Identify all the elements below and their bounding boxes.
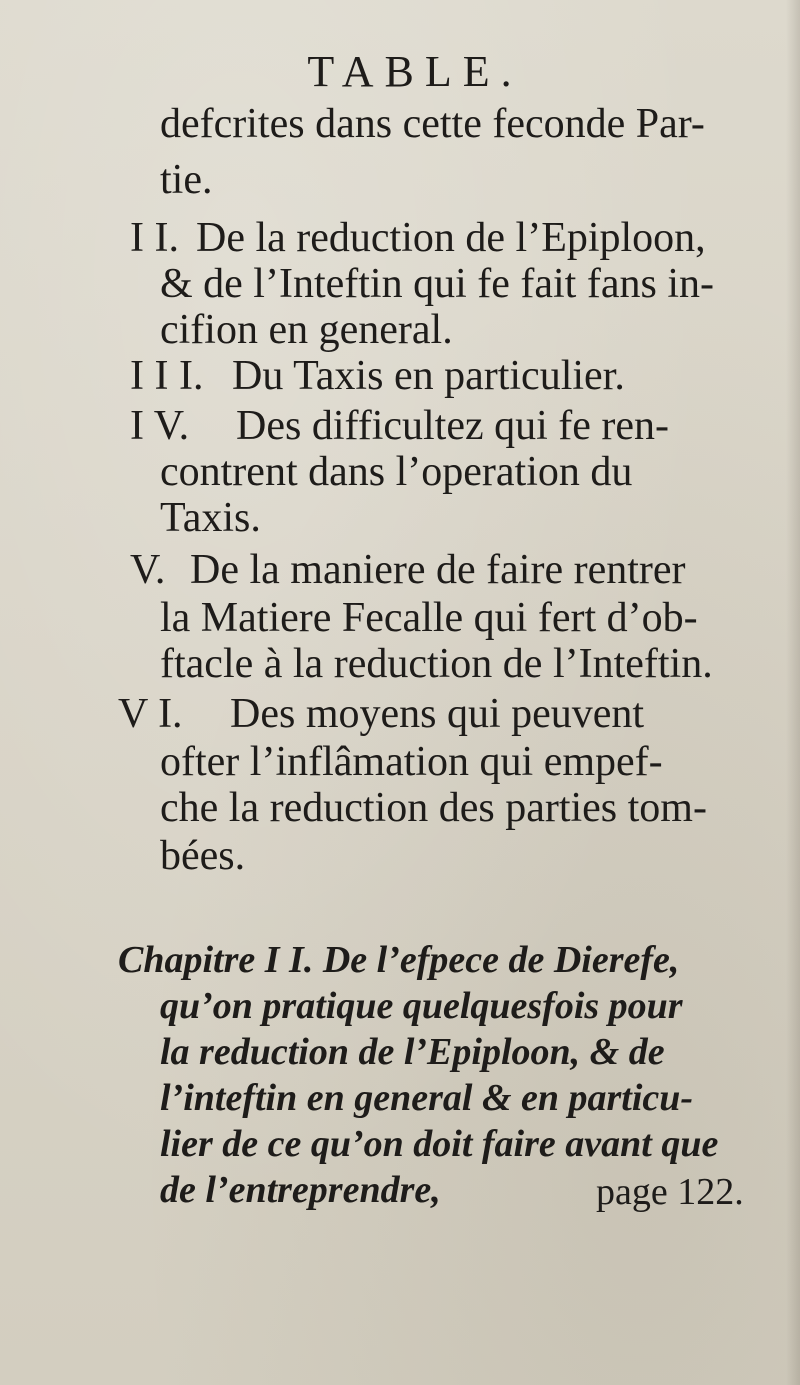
- entry-vi-line-2: ofter l’inflâmation qui empef-: [160, 739, 663, 785]
- entry-continuation-line-1: defcrites dans cette feconde Par-: [160, 101, 705, 147]
- page-reference: page 122.: [596, 1171, 744, 1213]
- entry-vi-line-4: bées.: [160, 833, 246, 879]
- entry-number-v: V.: [130, 547, 166, 593]
- entry-iii-line-1: Du Taxis en particulier.: [232, 353, 625, 399]
- entry-continuation-line-2: tie.: [160, 157, 213, 203]
- page-header: TABLE.: [307, 47, 523, 96]
- entry-v-line-1: De la maniere de faire rentrer: [190, 547, 686, 593]
- entry-number-iv: I V.: [130, 403, 190, 449]
- entry-ii-line-3: cifion en general.: [160, 307, 453, 353]
- chapter-line-2: qu’on pratique quelquesfois pour: [160, 985, 683, 1027]
- entry-iv-line-3: Taxis.: [160, 495, 261, 541]
- entry-number-ii: I I.: [130, 215, 179, 261]
- chapter-line-3: la reduction de l’Epiploon, & de: [160, 1031, 665, 1073]
- page-edge-shadow: [786, 0, 800, 1385]
- chapter-line-1: Chapitre I I. De l’efpece de Dierefe,: [118, 939, 680, 981]
- entry-iv-line-2: contrent dans l’operation du: [160, 449, 633, 495]
- chapter-line-5: lier de ce qu’on doit faire avant que: [160, 1123, 719, 1165]
- entry-v-line-3: ftacle à la reduction de l’Inteftin.: [160, 641, 713, 687]
- chapter-line-6: de l’entreprendre,: [160, 1169, 441, 1211]
- entry-number-vi: V I.: [118, 691, 183, 737]
- entry-v-line-2: la Matiere Fecalle qui fert d’ob-: [160, 595, 698, 641]
- entry-number-iii: I I I.: [130, 353, 204, 399]
- chapter-line-4: l’inteftin en general & en particu-: [160, 1077, 694, 1119]
- entry-iv-line-1: Des difficultez qui fe ren-: [236, 403, 670, 449]
- entry-vi-line-3: che la reduction des parties tom-: [160, 785, 707, 831]
- entry-ii-line-1: De la reduction de l’Epiploon,: [196, 215, 706, 261]
- entry-ii-line-2: & de l’Inteftin qui fe fait fans in-: [160, 261, 714, 307]
- entry-vi-line-1: Des moyens qui peuvent: [230, 691, 645, 737]
